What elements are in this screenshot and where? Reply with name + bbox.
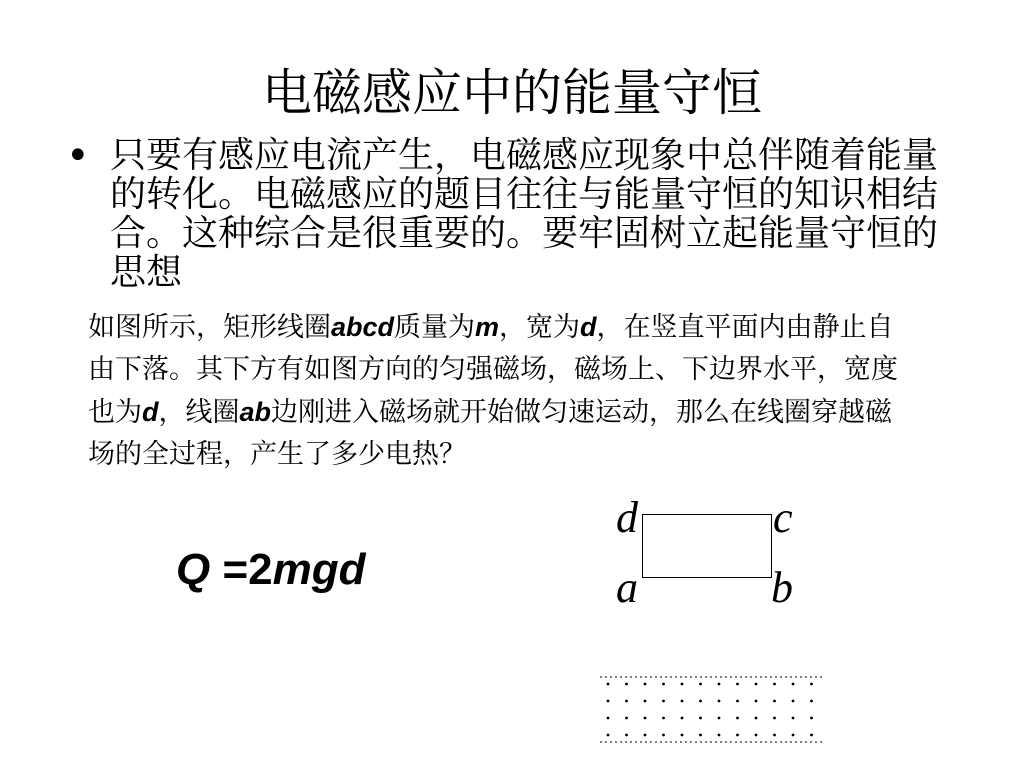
field-dot <box>681 734 684 737</box>
field-dot <box>773 683 776 686</box>
coil-rectangle <box>642 514 772 578</box>
field-width-symbol: d <box>142 397 159 427</box>
field-dot <box>644 717 647 720</box>
corner-label-c: c <box>773 493 793 542</box>
field-dot <box>644 683 647 686</box>
field-dot <box>792 734 795 737</box>
bullet-marker: • <box>66 133 90 179</box>
field-dot <box>681 717 684 720</box>
problem-statement <box>88 306 918 476</box>
field-dot <box>736 700 739 703</box>
bullet-text: 只要有感应电流产生，电磁感应现象中总伴随着能量的转化。电磁感应的题目往往与能量守恒的知识相结合。这种综合是很重要的。要牢固树立起能量守恒的思想 <box>110 135 939 293</box>
field-dot <box>792 717 795 720</box>
field-dot <box>718 717 721 720</box>
field-dot <box>625 700 628 703</box>
field-dot <box>718 734 721 737</box>
field-dot <box>625 734 628 737</box>
field-dot <box>810 734 813 737</box>
field-dot <box>773 717 776 720</box>
field-dot <box>662 717 665 720</box>
field-dot <box>736 683 739 686</box>
field-dot <box>699 734 702 737</box>
field-dot <box>736 717 739 720</box>
answer-coefficient: 2 <box>248 545 273 594</box>
field-dot <box>681 683 684 686</box>
field-dot <box>755 717 758 720</box>
corner-label-b: b <box>771 563 793 612</box>
slide-title: 电磁感应中的能量守恒 <box>262 64 762 122</box>
field-dot <box>773 734 776 737</box>
field-dot <box>699 717 702 720</box>
problem-text-5: ，线圈 <box>158 397 240 428</box>
field-dot <box>662 700 665 703</box>
field-dot <box>810 700 813 703</box>
field-dot <box>755 700 758 703</box>
field-dot <box>718 700 721 703</box>
field-dot <box>699 683 702 686</box>
field-dot <box>625 717 628 720</box>
field-dots <box>607 683 813 737</box>
field-dot <box>607 683 610 686</box>
answer-equals: = <box>222 545 249 594</box>
field-dot <box>810 683 813 686</box>
field-dot <box>681 700 684 703</box>
answer-mgd: mgd <box>272 545 366 594</box>
field-dot <box>607 734 610 737</box>
field-dot <box>755 734 758 737</box>
problem-text-2: 质量为 <box>394 312 476 343</box>
field-dot <box>699 700 702 703</box>
field-dot <box>755 683 758 686</box>
field-dot <box>736 734 739 737</box>
field-dot <box>607 717 610 720</box>
field-dot <box>644 700 647 703</box>
field-dot <box>810 717 813 720</box>
coil-name: abcd <box>331 312 395 342</box>
answer-q: Q <box>176 545 211 594</box>
field-dot <box>662 734 665 737</box>
field-dot <box>662 683 665 686</box>
field-dot <box>792 683 795 686</box>
answer-formula <box>176 540 366 600</box>
field-dot <box>773 700 776 703</box>
field-dot <box>644 734 647 737</box>
field-dot <box>607 700 610 703</box>
magnetic-field-region <box>598 672 828 748</box>
corner-label-a: a <box>616 563 638 612</box>
problem-text-4: ，在竖直平面内由静止自由下落。其下方有如图方向的匀强磁场，磁场上、下边界水平，宽度也为 <box>88 312 898 428</box>
corner-label-d: d <box>616 493 638 542</box>
mass-symbol: m <box>475 312 500 342</box>
field-dot <box>625 683 628 686</box>
problem-text-1: 如图所示，矩形线圈 <box>88 312 331 343</box>
width-symbol: d <box>580 312 597 342</box>
edge-symbol: ab <box>239 397 272 427</box>
field-dot <box>718 683 721 686</box>
field-dot <box>792 700 795 703</box>
problem-text-6: 边刚进入磁场就开始做匀速运动，那么在线圈穿越磁场的全过程，产生了多少电热？ <box>88 397 893 470</box>
problem-text-3: ，宽为 <box>499 312 581 343</box>
